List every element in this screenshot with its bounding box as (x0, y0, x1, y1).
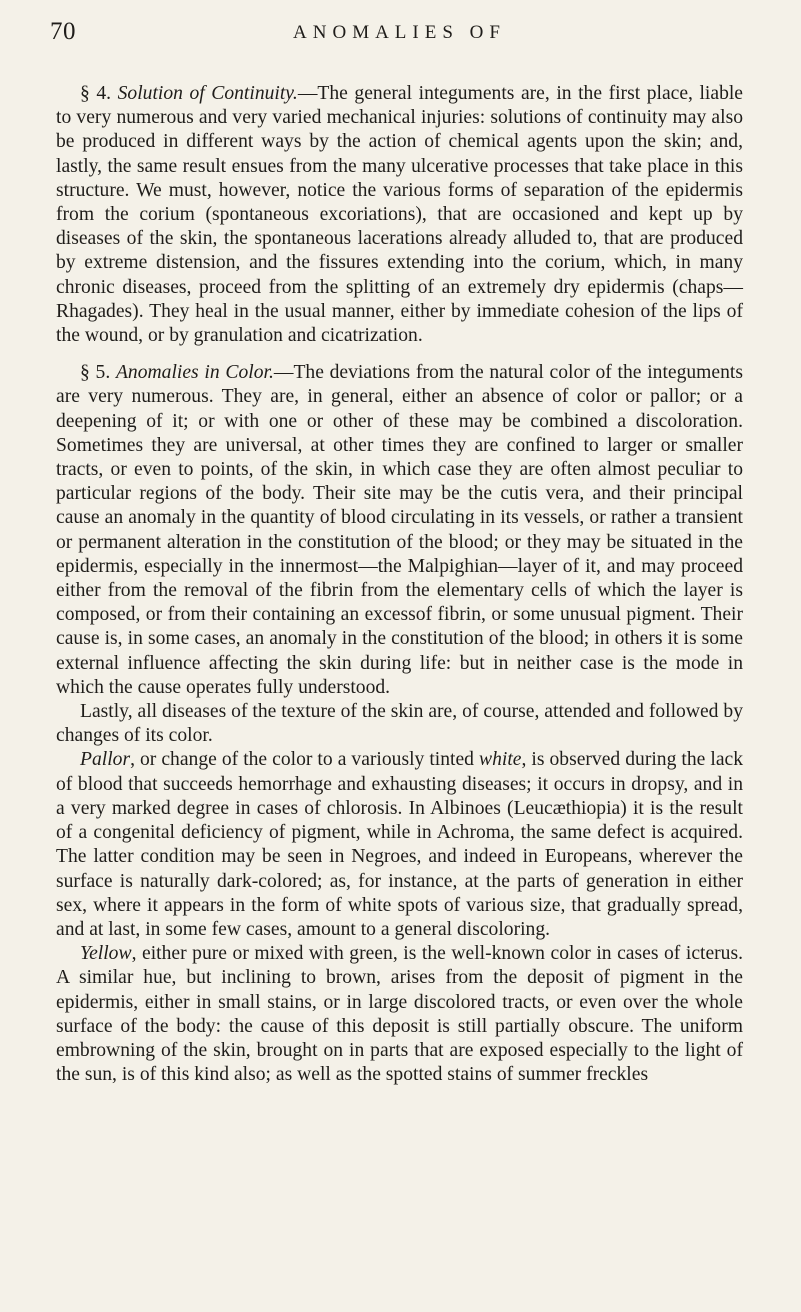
section-4-title: Solution of Continuity. (117, 83, 298, 104)
lastly-paragraph: Lastly, all diseases of the texture of the skin are, of course, attended and followed by changes of its color. (56, 701, 743, 747)
yellow-term: Yellow (80, 943, 132, 965)
pallor-text-2: , is observed during the lack of blood that succeeds hemorrhage and exhausting diseases; it occurs in dropsy, and in a very marked degree in cases of chlorosis. In Albinoes (Leucæthiopia) it is the result of a congenital deficiency of pigment, while in Achroma, the same defect is acquired. The latter condition may be seen in Negroes, and indeed in Europeans, wherever the surface is naturally dark-colored; as, for instance, at the parts of generation in either sex, where it appears in the form of white spots of various size, that gradually spread, and at last, in some few cases, amount to a general discoloring. (56, 749, 744, 940)
running-head: ANOMALIES OF (293, 22, 506, 43)
yellow-paragraph (56, 942, 743, 1087)
section-5-number: § 5. (80, 362, 111, 384)
section-5-text: —The deviations from the natural color of the integuments are very numerous. They are, in general, either an absence of color or pallor; or a deepening of it; or with one or other of these may be combined a discoloration. Sometimes they are universal, at other times they are confined to larger or smaller tracts, or even to points, of the skin, in which case they are often almost peculiar to particular regions of the body. Their site may be the cutis vera, and their principal cause an anomaly in the quantity of blood circulating in its vessels, or rather a transient or permanent alteration in the constitution of the blood; or they may be situated in the epidermis, especially in the innermost—the Malpighian—layer of it, and may proceed either from the removal of the fibrin from the elementary cells of which the layer is composed, or from their containing an excessof fibrin, or some unusual pigment. Their cause is, in some cases, an anomaly in the constitution of the blood; in others it is some external influence affecting the skin during life: but in neither case is the mode in which the cause operates fully understood. (56, 362, 743, 698)
yellow-text: , either pure or mixed with green, is the well-known color in cases of icterus. A similar hue, but inclining to brown, arises from the deposit of pigment in the epidermis, either in small stains, or in large discolored tracts, or even over the whole surface of the body: the cause of this deposit is still partially obscure. The uniform embrowning of the skin, brought on in parts that are exposed especially to the light of the sun, is of this kind also; as well as the spotted stains of summer freckles (56, 943, 743, 1086)
section-4-text: —The general integuments are, in the first place, liable to very numerous and very varied mechanical injuries: solutions of continuity may also be produced in different ways by the action of chemical agents upon the skin; and, lastly, the same result ensues from the many ulcerative processes that take place in this structure. We must, however, notice the various forms of separation of the epidermis from the corium (spontaneous excoriations), that are occasioned and kept up by diseases of the skin, the spontaneous lacerations already alluded to, that are produced by extreme distension, and the fissures extending into the corium, which, in many chronic diseases, proceed from the splitting of an extremely dry epidermis (chaps—Rhagades). They heal in the usual manner, either by immediate cohesion of the lips of the wound, or by granulation and cicatrization. (56, 83, 744, 347)
pallor-term: Pallor (80, 749, 131, 771)
section-5-title: Anomalies in Color. (115, 362, 274, 384)
pallor-paragraph (56, 748, 743, 942)
section-4-paragraph (56, 82, 743, 348)
pallor-text-1: , or change of the color to a variously tinted (130, 749, 480, 771)
page-number: 70 (50, 18, 76, 45)
white-term: white (479, 749, 522, 771)
page-header (50, 18, 743, 82)
section-4-number: § 4. (80, 83, 112, 104)
section-5-paragraph (56, 361, 743, 700)
